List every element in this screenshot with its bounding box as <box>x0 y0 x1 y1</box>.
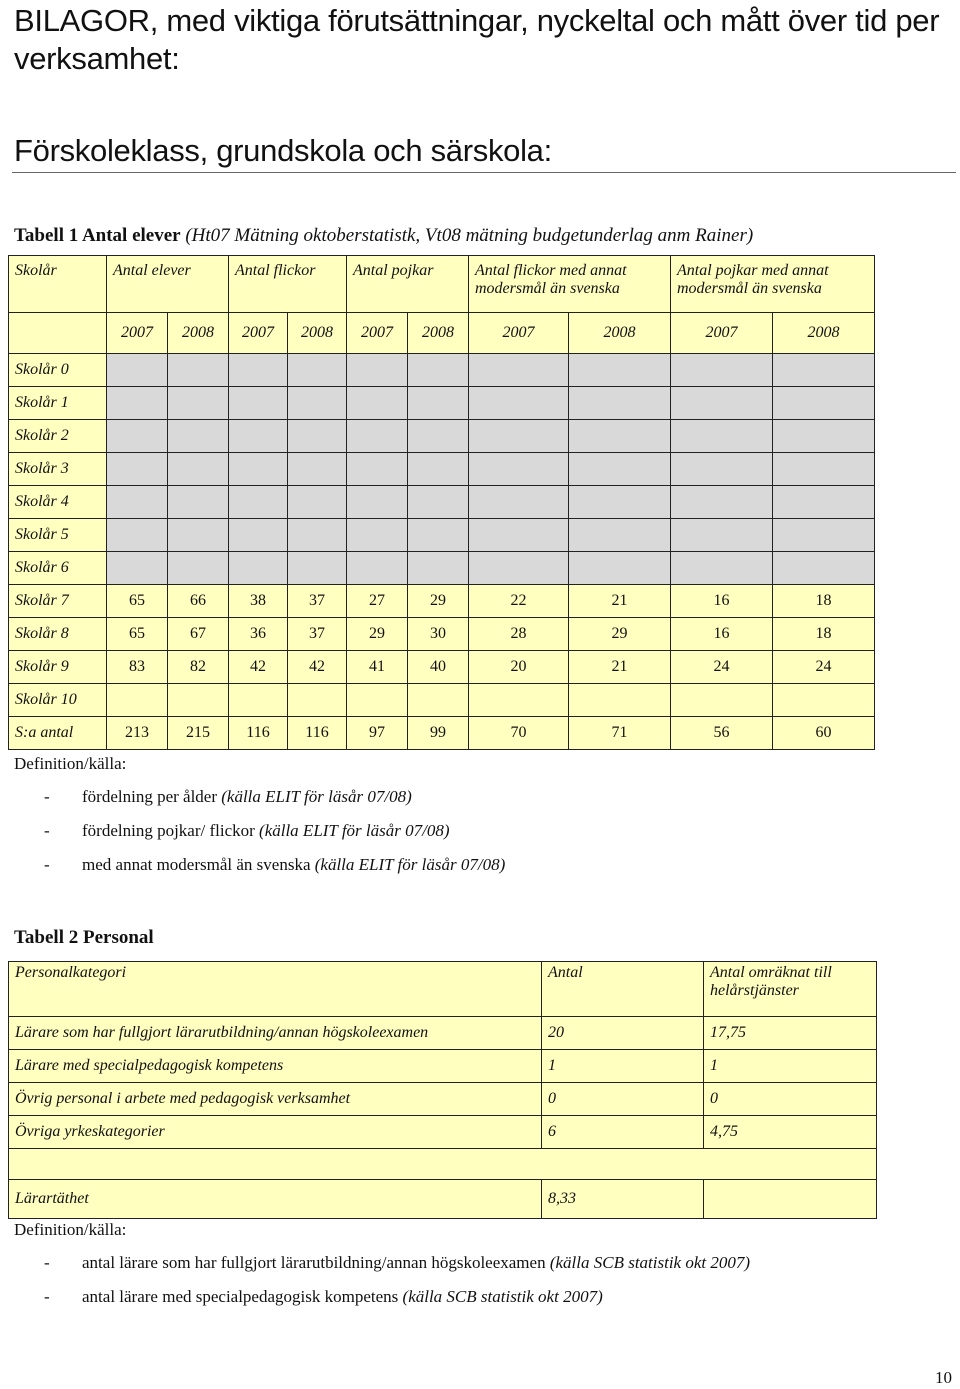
table1-cell <box>229 519 288 552</box>
table1-cell: 116 <box>288 717 347 750</box>
row-label: Skolår 10 <box>9 684 107 717</box>
table-row <box>9 1083 877 1116</box>
table2-cell: 1 <box>542 1050 704 1083</box>
table2-header-cell: Antal omräknat till helårstjänster <box>704 962 877 1017</box>
table-row <box>9 420 875 453</box>
table1-students <box>8 255 875 750</box>
table1-cell <box>569 354 671 387</box>
definition-source: (källa ELIT för läsår 07/08) <box>221 787 412 806</box>
table2-cell: Övriga yrkeskategorier <box>9 1116 542 1149</box>
table1-cell <box>168 486 229 519</box>
table1-cell: 71 <box>569 717 671 750</box>
table1-cell <box>168 684 229 717</box>
table-row <box>9 1116 877 1149</box>
definition-text: antal lärare med specialpedagogisk kompetens <box>82 1287 403 1306</box>
table1-cell: 28 <box>469 618 569 651</box>
table1-cell <box>569 519 671 552</box>
table1-cell <box>107 519 168 552</box>
table2-cell: 0 <box>542 1083 704 1116</box>
table-row <box>9 585 875 618</box>
table-row <box>9 519 875 552</box>
table1-cell <box>168 552 229 585</box>
definition-item: - antal lärare som har fullgjort lärarutbildning/annan högskoleexamen (källa SCB statistik okt 2007) <box>44 1253 751 1272</box>
table1-year-cell: 2008 <box>773 313 875 354</box>
table1-cell: 38 <box>229 585 288 618</box>
table2-empty-row <box>9 1149 877 1180</box>
row-label: Skolår 9 <box>9 651 107 684</box>
definition-item: - antal lärare med specialpedagogisk kompetens (källa SCB statistik okt 2007) <box>44 1287 603 1306</box>
table1-cell <box>168 354 229 387</box>
table1-cell <box>469 552 569 585</box>
table1-header-cell: Antal elever <box>107 256 229 313</box>
table1-cell <box>168 387 229 420</box>
row-label: Skolår 7 <box>9 585 107 618</box>
table1-cell <box>469 486 569 519</box>
table-row <box>9 354 875 387</box>
table1-cell: 42 <box>229 651 288 684</box>
page-number: 10 <box>935 1368 952 1387</box>
row-label: S:a antal <box>9 717 107 750</box>
table1-cell <box>408 387 469 420</box>
table1-cell <box>347 552 408 585</box>
table1-cell <box>408 519 469 552</box>
table-row <box>9 684 875 717</box>
table-row <box>9 453 875 486</box>
table1-cell <box>107 486 168 519</box>
page-heading: BILAGOR, med viktiga förutsättningar, nyckeltal och mått över tid per verksamhet: <box>14 3 940 76</box>
table-row <box>9 1050 877 1083</box>
table1-cell <box>107 552 168 585</box>
definition-text: med annat modersmål än svenska <box>82 855 315 874</box>
table1-cell: 21 <box>569 651 671 684</box>
definition-text: fördelning pojkar/ flickor <box>82 821 260 840</box>
table1-cell <box>469 420 569 453</box>
table1-cell <box>671 519 773 552</box>
table1-definition-label: Definition/källa: <box>14 754 127 773</box>
table1-cell <box>107 684 168 717</box>
table1-cell: 56 <box>671 717 773 750</box>
table2-definition-label: Definition/källa: <box>14 1220 127 1239</box>
table1-cell <box>168 453 229 486</box>
section-heading: Förskoleklass, grundskola och särskola: <box>14 133 552 168</box>
table1-cell <box>347 519 408 552</box>
table1-header-cell: Antal pojkar med annat modersmål än svenska <box>671 256 875 313</box>
table1-cell <box>107 354 168 387</box>
table1-year-cell: 2007 <box>107 313 168 354</box>
table1-cell <box>773 684 875 717</box>
table1-cell: 21 <box>569 585 671 618</box>
table1-cell <box>671 552 773 585</box>
table1-cell <box>469 453 569 486</box>
table1-caption <box>14 224 753 248</box>
table1-cell: 67 <box>168 618 229 651</box>
table1-cell: 42 <box>288 651 347 684</box>
table1-year-cell: 2008 <box>168 313 229 354</box>
definition-text: fördelning per ålder <box>82 787 222 806</box>
table1-cell: 16 <box>671 585 773 618</box>
table1-cell: 40 <box>408 651 469 684</box>
table1-cell <box>347 354 408 387</box>
section-divider <box>12 172 956 173</box>
table1-cell <box>469 519 569 552</box>
definition-item: - fördelning per ålder (källa ELIT för läsår 07/08) <box>44 787 412 806</box>
table1-cell: 213 <box>107 717 168 750</box>
table1-cell <box>168 420 229 453</box>
table1-cell <box>288 354 347 387</box>
table1-cell: 29 <box>347 618 408 651</box>
lararatathet-value: 8,33 <box>542 1180 704 1219</box>
table1-header-row <box>9 256 875 313</box>
table1-cell <box>107 453 168 486</box>
table1-cell <box>347 486 408 519</box>
table2-header-row <box>9 962 877 1017</box>
table1-cell <box>569 684 671 717</box>
table1-cell: 215 <box>168 717 229 750</box>
table1-cell <box>773 552 875 585</box>
table1-cell <box>107 420 168 453</box>
table1-cell: 97 <box>347 717 408 750</box>
table1-cell: 70 <box>469 717 569 750</box>
table1-cell <box>347 420 408 453</box>
table1-header-cell: Skolår <box>9 256 107 313</box>
table1-cell: 65 <box>107 585 168 618</box>
row-label: Skolår 1 <box>9 387 107 420</box>
table1-cell <box>408 354 469 387</box>
table1-cell <box>408 453 469 486</box>
table2-cell: Övrig personal i arbete med pedagogisk verksamhet <box>9 1083 542 1116</box>
table1-cell <box>229 453 288 486</box>
table1-cell <box>671 684 773 717</box>
table1-cell <box>671 453 773 486</box>
table1-cell: 16 <box>671 618 773 651</box>
row-label: Skolår 4 <box>9 486 107 519</box>
table1-cell <box>569 552 671 585</box>
row-label: Skolår 2 <box>9 420 107 453</box>
table1-cell <box>408 420 469 453</box>
table2-cell: 17,75 <box>704 1017 877 1050</box>
definition-source: (källa SCB statistik okt 2007) <box>549 1253 751 1272</box>
table1-cell: 36 <box>229 618 288 651</box>
table1-cell <box>288 684 347 717</box>
row-label: Skolår 5 <box>9 519 107 552</box>
table1-year-cell: 2008 <box>408 313 469 354</box>
table2-cell: 20 <box>542 1017 704 1050</box>
table1-years-row <box>9 313 875 354</box>
table1-cell: 27 <box>347 585 408 618</box>
table-row <box>9 717 875 750</box>
table1-cell <box>347 453 408 486</box>
table1-header-cell: Antal pojkar <box>347 256 469 313</box>
table2-blank-cell <box>704 1180 877 1219</box>
definition-source: (källa SCB statistik okt 2007) <box>402 1287 603 1306</box>
table1-year-cell: 2008 <box>288 313 347 354</box>
table2-cell: 1 <box>704 1050 877 1083</box>
table2-personnel <box>8 961 877 1219</box>
table1-cell <box>288 486 347 519</box>
table-row <box>9 552 875 585</box>
table2-header-cell: Personalkategori <box>9 962 542 1017</box>
row-label: Skolår 8 <box>9 618 107 651</box>
table1-cell <box>671 387 773 420</box>
table1-cell: 18 <box>773 585 875 618</box>
table1-cell: 18 <box>773 618 875 651</box>
table1-cell <box>347 387 408 420</box>
table2-lararatathet-row <box>9 1180 877 1219</box>
table1-header-cell: Antal flickor med annat modersmål än svenska <box>469 256 671 313</box>
table1-cell: 22 <box>469 585 569 618</box>
table1-cell: 66 <box>168 585 229 618</box>
table1-cell <box>569 420 671 453</box>
table1-cell <box>569 387 671 420</box>
table1-cell: 65 <box>107 618 168 651</box>
table-row <box>9 651 875 684</box>
table1-cell <box>229 552 288 585</box>
table1-cell <box>773 486 875 519</box>
table1-cell: 83 <box>107 651 168 684</box>
table2-caption <box>14 926 154 950</box>
table1-year-cell: 2007 <box>229 313 288 354</box>
table1-cell <box>229 354 288 387</box>
table1-cell <box>229 486 288 519</box>
table1-cell <box>773 354 875 387</box>
table1-cell: 99 <box>408 717 469 750</box>
table1-cell: 116 <box>229 717 288 750</box>
table2-header-cell: Antal <box>542 962 704 1017</box>
table1-cell <box>229 684 288 717</box>
table1-cell <box>773 453 875 486</box>
table2-cell: 0 <box>704 1083 877 1116</box>
table1-cell <box>671 354 773 387</box>
table-row <box>9 387 875 420</box>
table1-cell <box>469 354 569 387</box>
definition-source: (källa ELIT för läsår 07/08) <box>314 855 506 874</box>
table1-header-cell: Antal flickor <box>229 256 347 313</box>
table1-cell <box>773 519 875 552</box>
table1-cell: 20 <box>469 651 569 684</box>
table2-title: Tabell 2 Personal <box>14 927 154 948</box>
table1-cell <box>773 387 875 420</box>
table1-year-cell: 2007 <box>671 313 773 354</box>
table2-cell: Lärare som har fullgjort lärarutbildning/annan högskoleexamen <box>9 1017 542 1050</box>
table1-cell <box>569 486 671 519</box>
table1-cell: 82 <box>168 651 229 684</box>
table2-cell: 6 <box>542 1116 704 1149</box>
table1-cell <box>229 420 288 453</box>
definition-item: - med annat modersmål än svenska (källa ELIT för läsår 07/08) <box>44 855 506 874</box>
table1-cell <box>288 519 347 552</box>
table1-cell: 29 <box>569 618 671 651</box>
table1-year-cell: 2007 <box>347 313 408 354</box>
table1-cell: 41 <box>347 651 408 684</box>
table1-cell: 24 <box>773 651 875 684</box>
table1-cell <box>569 453 671 486</box>
lararatathet-label: Lärartäthet <box>9 1180 542 1219</box>
table1-cell <box>347 684 408 717</box>
table-row <box>9 1017 877 1050</box>
definition-text: antal lärare som har fullgjort lärarutbildning/annan högskoleexamen <box>82 1253 550 1272</box>
table1-cell <box>671 420 773 453</box>
table1-cell <box>469 387 569 420</box>
definition-source: (källa ELIT för läsår 07/08) <box>259 821 450 840</box>
table1-cell: 37 <box>288 618 347 651</box>
table1-year-cell: 2007 <box>469 313 569 354</box>
row-label: Skolår 3 <box>9 453 107 486</box>
table1-cell <box>229 387 288 420</box>
table1-cell <box>288 420 347 453</box>
table1-title: Tabell 1 Antal elever <box>14 225 181 246</box>
table2-cell: 4,75 <box>704 1116 877 1149</box>
table1-cell: 60 <box>773 717 875 750</box>
table1-cell: 30 <box>408 618 469 651</box>
table1-cell: 37 <box>288 585 347 618</box>
table1-cell <box>469 684 569 717</box>
table1-cell <box>408 552 469 585</box>
table1-year-cell: 2008 <box>569 313 671 354</box>
table-row <box>9 486 875 519</box>
table1-cell <box>168 519 229 552</box>
table1-cell <box>288 453 347 486</box>
table2-empty-cell <box>9 1149 877 1180</box>
table1-cell <box>107 387 168 420</box>
row-label: Skolår 6 <box>9 552 107 585</box>
table2-cell: Lärare med specialpedagogisk kompetens <box>9 1050 542 1083</box>
table1-cell <box>288 387 347 420</box>
table1-cell <box>773 420 875 453</box>
table1-note: (Ht07 Mätning oktoberstatistk, Vt08 mätning budgetunderlag anm Rainer) <box>185 225 754 246</box>
table1-cell <box>408 684 469 717</box>
definition-item: - fördelning pojkar/ flickor (källa ELIT för läsår 07/08) <box>44 821 450 840</box>
table1-cell: 24 <box>671 651 773 684</box>
table1-blank-cell <box>9 313 107 354</box>
table1-cell <box>288 552 347 585</box>
row-label: Skolår 0 <box>9 354 107 387</box>
table1-cell <box>408 486 469 519</box>
table1-cell <box>671 486 773 519</box>
table1-cell: 29 <box>408 585 469 618</box>
table-row <box>9 618 875 651</box>
